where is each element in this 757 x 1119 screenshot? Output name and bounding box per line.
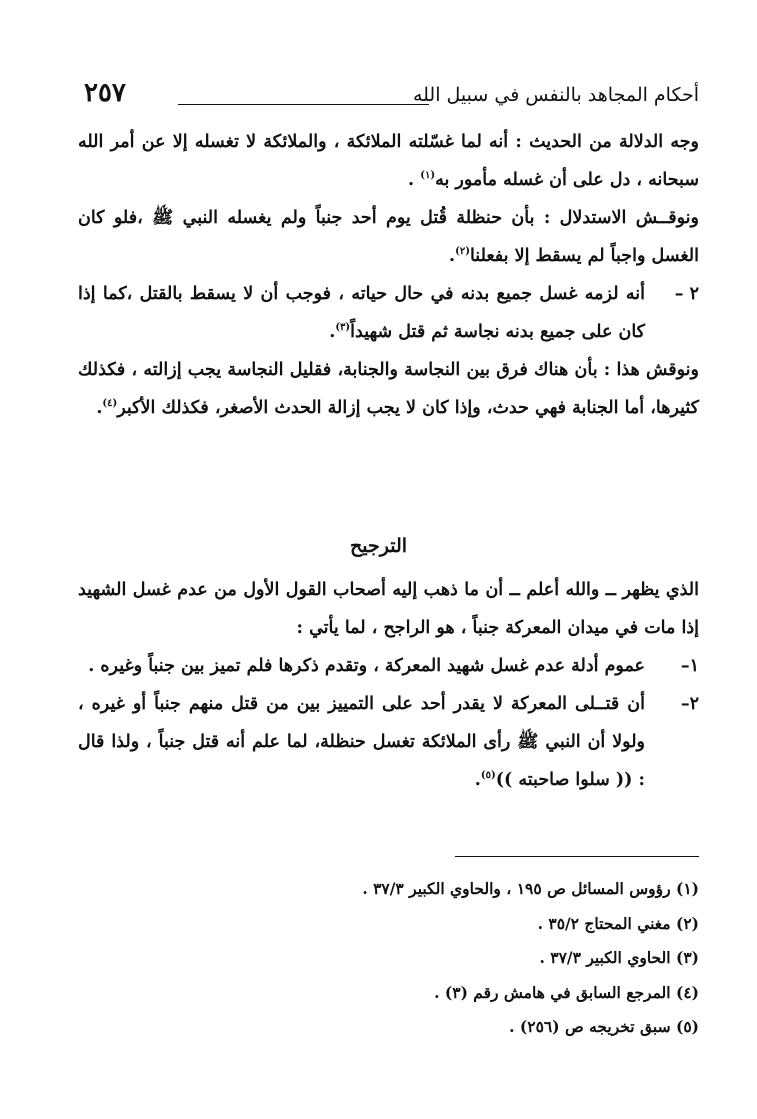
list-item — [78, 275, 699, 351]
reason-1: عموم أدلة عدم غسل شهيد المعركة ، وتقدم ذكرها فلم تميز بين جنباً وغيره . — [88, 656, 645, 676]
argument-section — [78, 123, 699, 427]
list-item — [78, 647, 699, 685]
paragraph-argument-2 — [78, 275, 645, 351]
section-heading: الترجيح — [349, 535, 408, 557]
footnote-separator — [455, 856, 699, 857]
running-header — [84, 80, 699, 116]
footnote-2: (٢) مغني المحتاج ٣٥/٢ . — [537, 913, 699, 933]
footnote-4: (٤) المرجع السابق في هامش رقم (٣) . — [434, 982, 699, 1002]
footnote-ref[interactable]: (٢) — [455, 246, 470, 258]
paragraph-text: ونوقش هذا : بأن هناك فرق بين النجاسة والجنابة، فقليل النجاسة يجب إزالته ، فكذلك كثيرها، أما الجنابة فهي حدث، وإذا كان لا يجب إزالة الحدث الأصغر، فكذلك الأكبر — [78, 360, 699, 418]
preference-section — [78, 571, 699, 799]
footnote-ref[interactable]: (١) — [420, 170, 436, 182]
paragraph-text: أنه لزمه غسل جميع بدنه في حال حياته ، فوجب أن لا يسقط بالقتل ،كما إذا كان على جميع بدنه نجاسة ثم قتل شهيداً — [78, 284, 645, 342]
period: . — [408, 170, 421, 190]
list-number: ٢ – — [674, 284, 699, 304]
period: . — [329, 322, 336, 342]
footnote-ref[interactable]: (٤) — [102, 398, 118, 410]
footnotes — [120, 872, 699, 1045]
paragraph-text: ونوقــش الاستدلال : بأن حنظلة قُتل يوم أحد جنباً ولم يغسله النبي ﷺ ،فلو كان الغسل واجباً لم يسقط إلا بفعلنا — [78, 208, 699, 266]
period: . — [449, 246, 456, 266]
footnote-ref[interactable]: (٥) — [480, 770, 496, 782]
period: . — [474, 770, 481, 790]
page-number: ٢٥٧ — [84, 78, 126, 108]
footnote-1: (١) رؤوس المسائل ص ١٩٥ ، والحاوي الكبير ٣٧/٣ . — [362, 879, 699, 898]
footnote-ref[interactable]: (٣) — [335, 322, 351, 334]
header-rule — [178, 104, 429, 105]
footnote-3: (٣) الحاوي الكبير ٣٧/٣ . — [539, 948, 699, 967]
paragraph-evidence — [78, 123, 699, 199]
paragraph-objection-2 — [78, 351, 699, 427]
paragraph-preference — [78, 571, 699, 647]
list-item — [78, 685, 699, 799]
paragraph-text: الذي يظهر ــ والله أعلم ــ أن ما ذهب إليه أصحاب القول الأول من عدم غسل الشهيد إذا مات في ميدان المعركة جنباً ، هو الراجح ، لما يأتي : — [78, 580, 699, 638]
header-title: أحكام المجاهد بالنفس في سبيل الله — [412, 84, 699, 106]
list-number: ٢– — [680, 694, 699, 714]
paragraph-text: أن قتــلى المعركة لا يقدر أحد على التمييز بين من قتل منهم جنباً أو غيره ، ولولا أن النبي ﷺ رأى الملائكة تغسل حنظلة، لما علم أنه قتل جنباً ، ولذا قال : (( سلوا صاحبته )) — [78, 694, 645, 790]
paragraph-text: وجه الدلالة من الحديث : أنه لما غسّلته الملائكة ، والملائكة لا تغسله إلا عن أمر الله سبحانه ، دل على أن غسله مأمور به — [78, 132, 699, 190]
period: . — [96, 398, 103, 418]
list-number: ١– — [680, 656, 699, 676]
footnote-5: (٥) سبق تخريجه ص (٢٥٦) . — [509, 1017, 699, 1036]
paragraph-objection — [78, 199, 699, 275]
reason-2 — [78, 685, 645, 799]
